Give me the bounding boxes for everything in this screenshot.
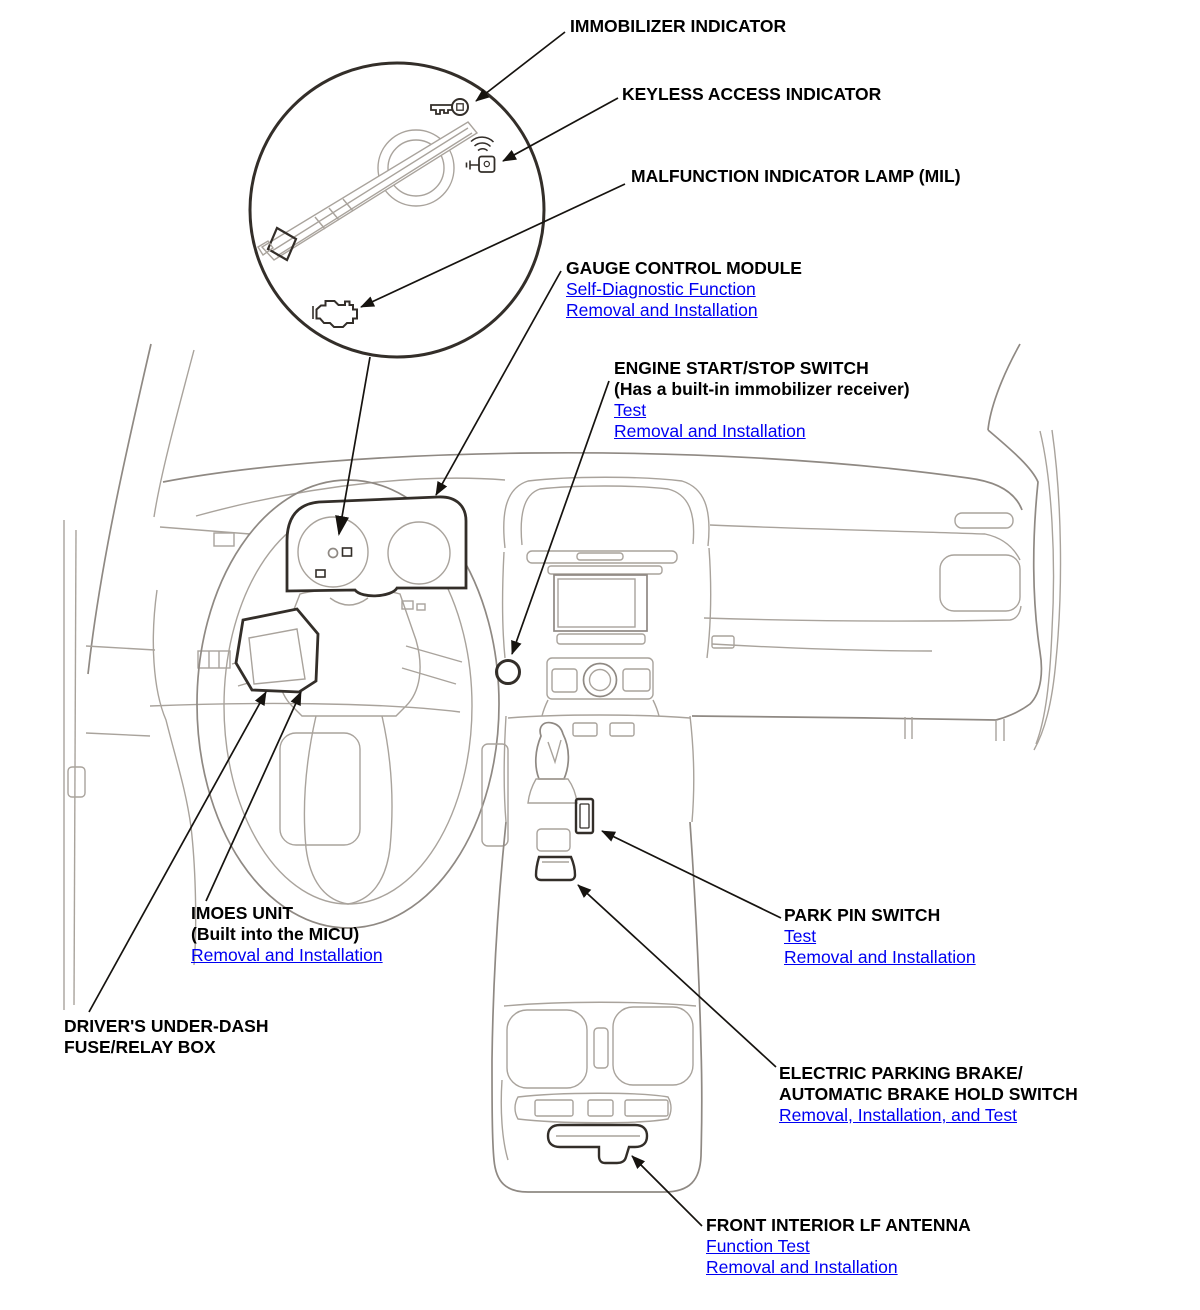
mil-engine-icon [313,301,357,327]
volume-knob [584,664,617,697]
link-removal-and-installation[interactable]: Removal and Installation [706,1257,898,1277]
callout-title: IMMOBILIZER INDICATOR [570,16,787,36]
park-pin-switch [576,799,593,833]
cup-holder-right [613,1007,693,1085]
callout-title: FRONT INTERIOR LF ANTENNA [706,1215,971,1235]
link-removal-and-installation[interactable]: Removal and Installation [566,300,758,320]
link-removal-installation-and-test[interactable]: Removal, Installation, and Test [779,1105,1018,1125]
callout-title: GAUGE CONTROL MODULE [566,258,802,278]
callout-title: ELECTRIC PARKING BRAKE/ [779,1063,1023,1083]
leader-engine-start-stop-switch [512,381,609,654]
leader-imoes-unit [206,692,301,901]
callout-keyless-access-indicator [622,84,881,105]
callout-parking-brake-switch [779,1063,1078,1126]
fuse-relay-box [236,609,318,692]
callout-engine-start-stop-switch [614,358,910,442]
link-self-diagnostic-function[interactable]: Self-Diagnostic Function [566,279,756,299]
callout-title: MALFUNCTION INDICATOR LAMP (MIL) [631,166,961,186]
callout-title: PARK PIN SWITCH [784,905,941,925]
leader-immobilizer-indicator [476,32,565,101]
center-console [482,715,702,1192]
link-test[interactable]: Test [784,926,817,946]
leader-lf-antenna [632,1156,702,1226]
link-removal-and-installation[interactable]: Removal and Installation [191,945,383,965]
callout-title: ENGINE START/STOP SWITCH [614,358,869,378]
cluster-magnifier-circle [250,63,544,357]
callout-imoes-unit [191,903,383,966]
link-function-test[interactable]: Function Test [706,1236,810,1256]
callout-fuse-relay-box [64,1016,268,1058]
callout-title: DRIVER'S UNDER-DASH [64,1016,269,1036]
callout-title: KEYLESS ACCESS INDICATOR [622,84,882,104]
infotainment-screen [554,575,647,631]
callout-front-interior-lf-antenna [706,1215,971,1278]
shift-lever [536,723,569,779]
center-stack [503,477,734,716]
immobilizer-key-icon [431,99,468,115]
leader-gauge-control-module [436,271,561,495]
callout-park-pin-switch [784,905,976,968]
callout-subtitle: (Built into the MICU) [191,924,360,944]
callout-malfunction-indicator-lamp [631,166,961,187]
parking-brake-switch [536,857,575,880]
link-test[interactable]: Test [614,400,647,420]
callout-title-line2: FUSE/RELAY BOX [64,1037,216,1057]
link-removal-and-installation[interactable]: Removal and Installation [614,421,806,441]
cup-holder-left [507,1010,587,1088]
callout-title: IMOES UNIT [191,903,294,923]
link-removal-and-installation[interactable]: Removal and Installation [784,947,976,967]
callout-gauge-control-module [566,258,802,321]
instrument-cluster [287,497,466,596]
callout-title-line2: AUTOMATIC BRAKE HOLD SWITCH [779,1084,1078,1104]
engine-start-stop-switch [497,661,520,684]
callout-subtitle: (Has a built-in immobilizer receiver) [614,379,910,399]
keyless-fob-icon [467,137,495,172]
callout-immobilizer-indicator [570,16,786,37]
